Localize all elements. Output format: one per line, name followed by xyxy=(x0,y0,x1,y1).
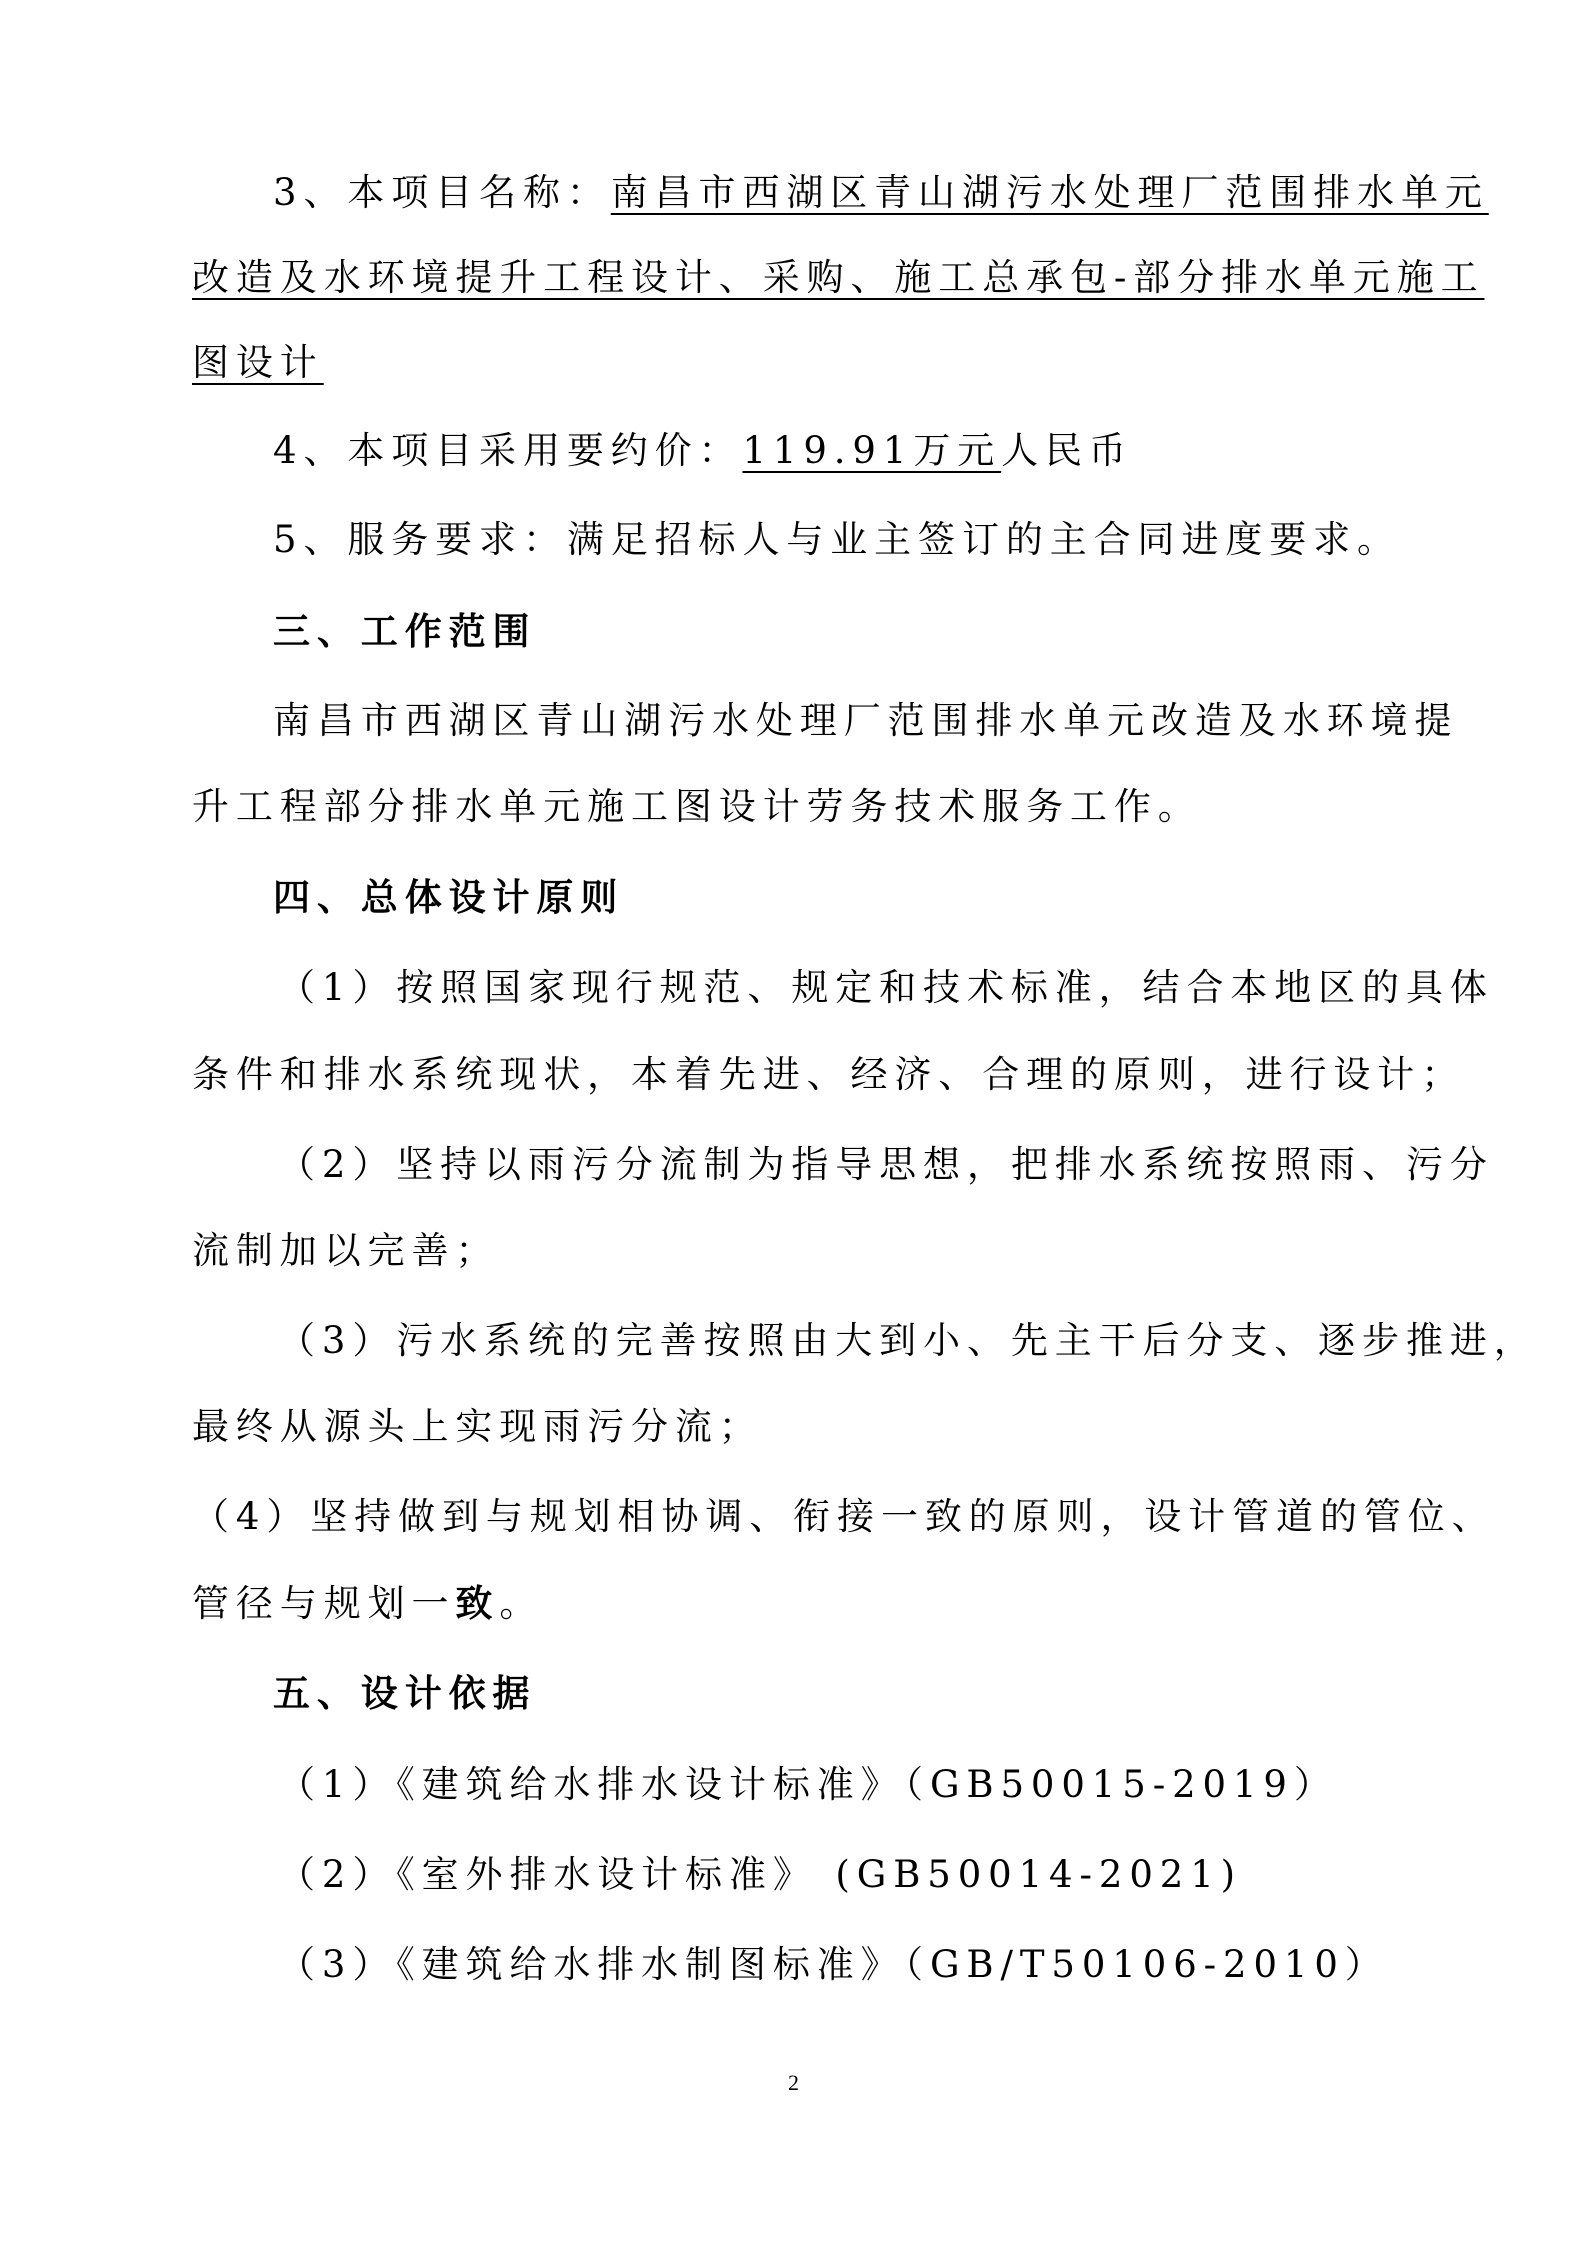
section4-p2-line2: 流制加以完善； xyxy=(192,1229,500,1272)
section4-p4-line2 xyxy=(192,1580,543,1627)
section4-p4-line1: （4）坚持做到与规划相协调、衔接一致的原则，设计管道的管位、 xyxy=(192,1495,1496,1538)
item3-project-name-part2: 改造及水环境提升工程设计、采购、施工总承包-部分排水单元施工 xyxy=(192,256,1485,299)
page-number: 2 xyxy=(788,2070,799,2095)
section4-p3-line1: （3）污水系统的完善按照由大到小、先主干后分支、逐步推进， xyxy=(278,1319,1538,1362)
section4-p4-line2-text: 管径与规划一 xyxy=(192,1582,456,1625)
section5-heading: 五、设计依据 xyxy=(273,1671,537,1715)
item3-prefix: 3、本项目名称： xyxy=(273,171,611,214)
section4-p4-line2-period: 。 xyxy=(499,1582,544,1625)
section4-heading: 四、总体设计原则 xyxy=(273,875,625,919)
section4-p1-line2: 条件和排水系统现状，本着先进、经济、合理的原则，进行设计； xyxy=(192,1053,1466,1096)
section3-para-line1: 南昌市西湖区青山湖污水处理厂范围排水单元改造及水环境提 xyxy=(273,699,1459,742)
item4-prefix: 4、本项目采用要约价： xyxy=(273,429,743,472)
section3-para-line2: 升工程部分排水单元施工图设计劳务技术服务工作。 xyxy=(192,785,1202,828)
section4-p2-line1: （2）坚持以雨污分流制为指导思想，把排水系统按照雨、污分 xyxy=(278,1143,1494,1186)
section3-heading: 三、工作范围 xyxy=(273,609,537,653)
section5-ref1: （1）《建筑给水排水设计标准》（GB50015-2019） xyxy=(278,1763,1338,1806)
item5-line: 5、服务要求：满足招标人与业主签订的主合同进度要求。 xyxy=(273,518,1401,561)
section4-p3-line2: 最终从源头上实现雨污分流； xyxy=(192,1405,763,1448)
item3-line2 xyxy=(192,255,1485,301)
item3-project-name-part3: 图设计 xyxy=(192,341,324,384)
item3-project-name-part1: 南昌市西湖区青山湖污水处理厂范围排水单元 xyxy=(610,171,1489,214)
section5-ref2: （2）《室外排水设计标准》 (GB50014-2021) xyxy=(278,1853,1242,1896)
item3-line1 xyxy=(273,170,1489,216)
item3-line3 xyxy=(192,340,324,386)
section5-ref3: （3）《建筑给水排水制图标准》（GB/T50106-2010） xyxy=(278,1943,1389,1986)
section4-p1-line1: （1）按照国家现行规范、规定和技术标准，结合本地区的具体 xyxy=(278,966,1494,1009)
item4-currency: 人民币 xyxy=(1001,429,1133,472)
item4-amount: 119.91万元 xyxy=(742,429,1002,472)
item4-line xyxy=(273,428,1133,474)
section4-p4-line2-bold-char: 致 xyxy=(455,1581,500,1625)
